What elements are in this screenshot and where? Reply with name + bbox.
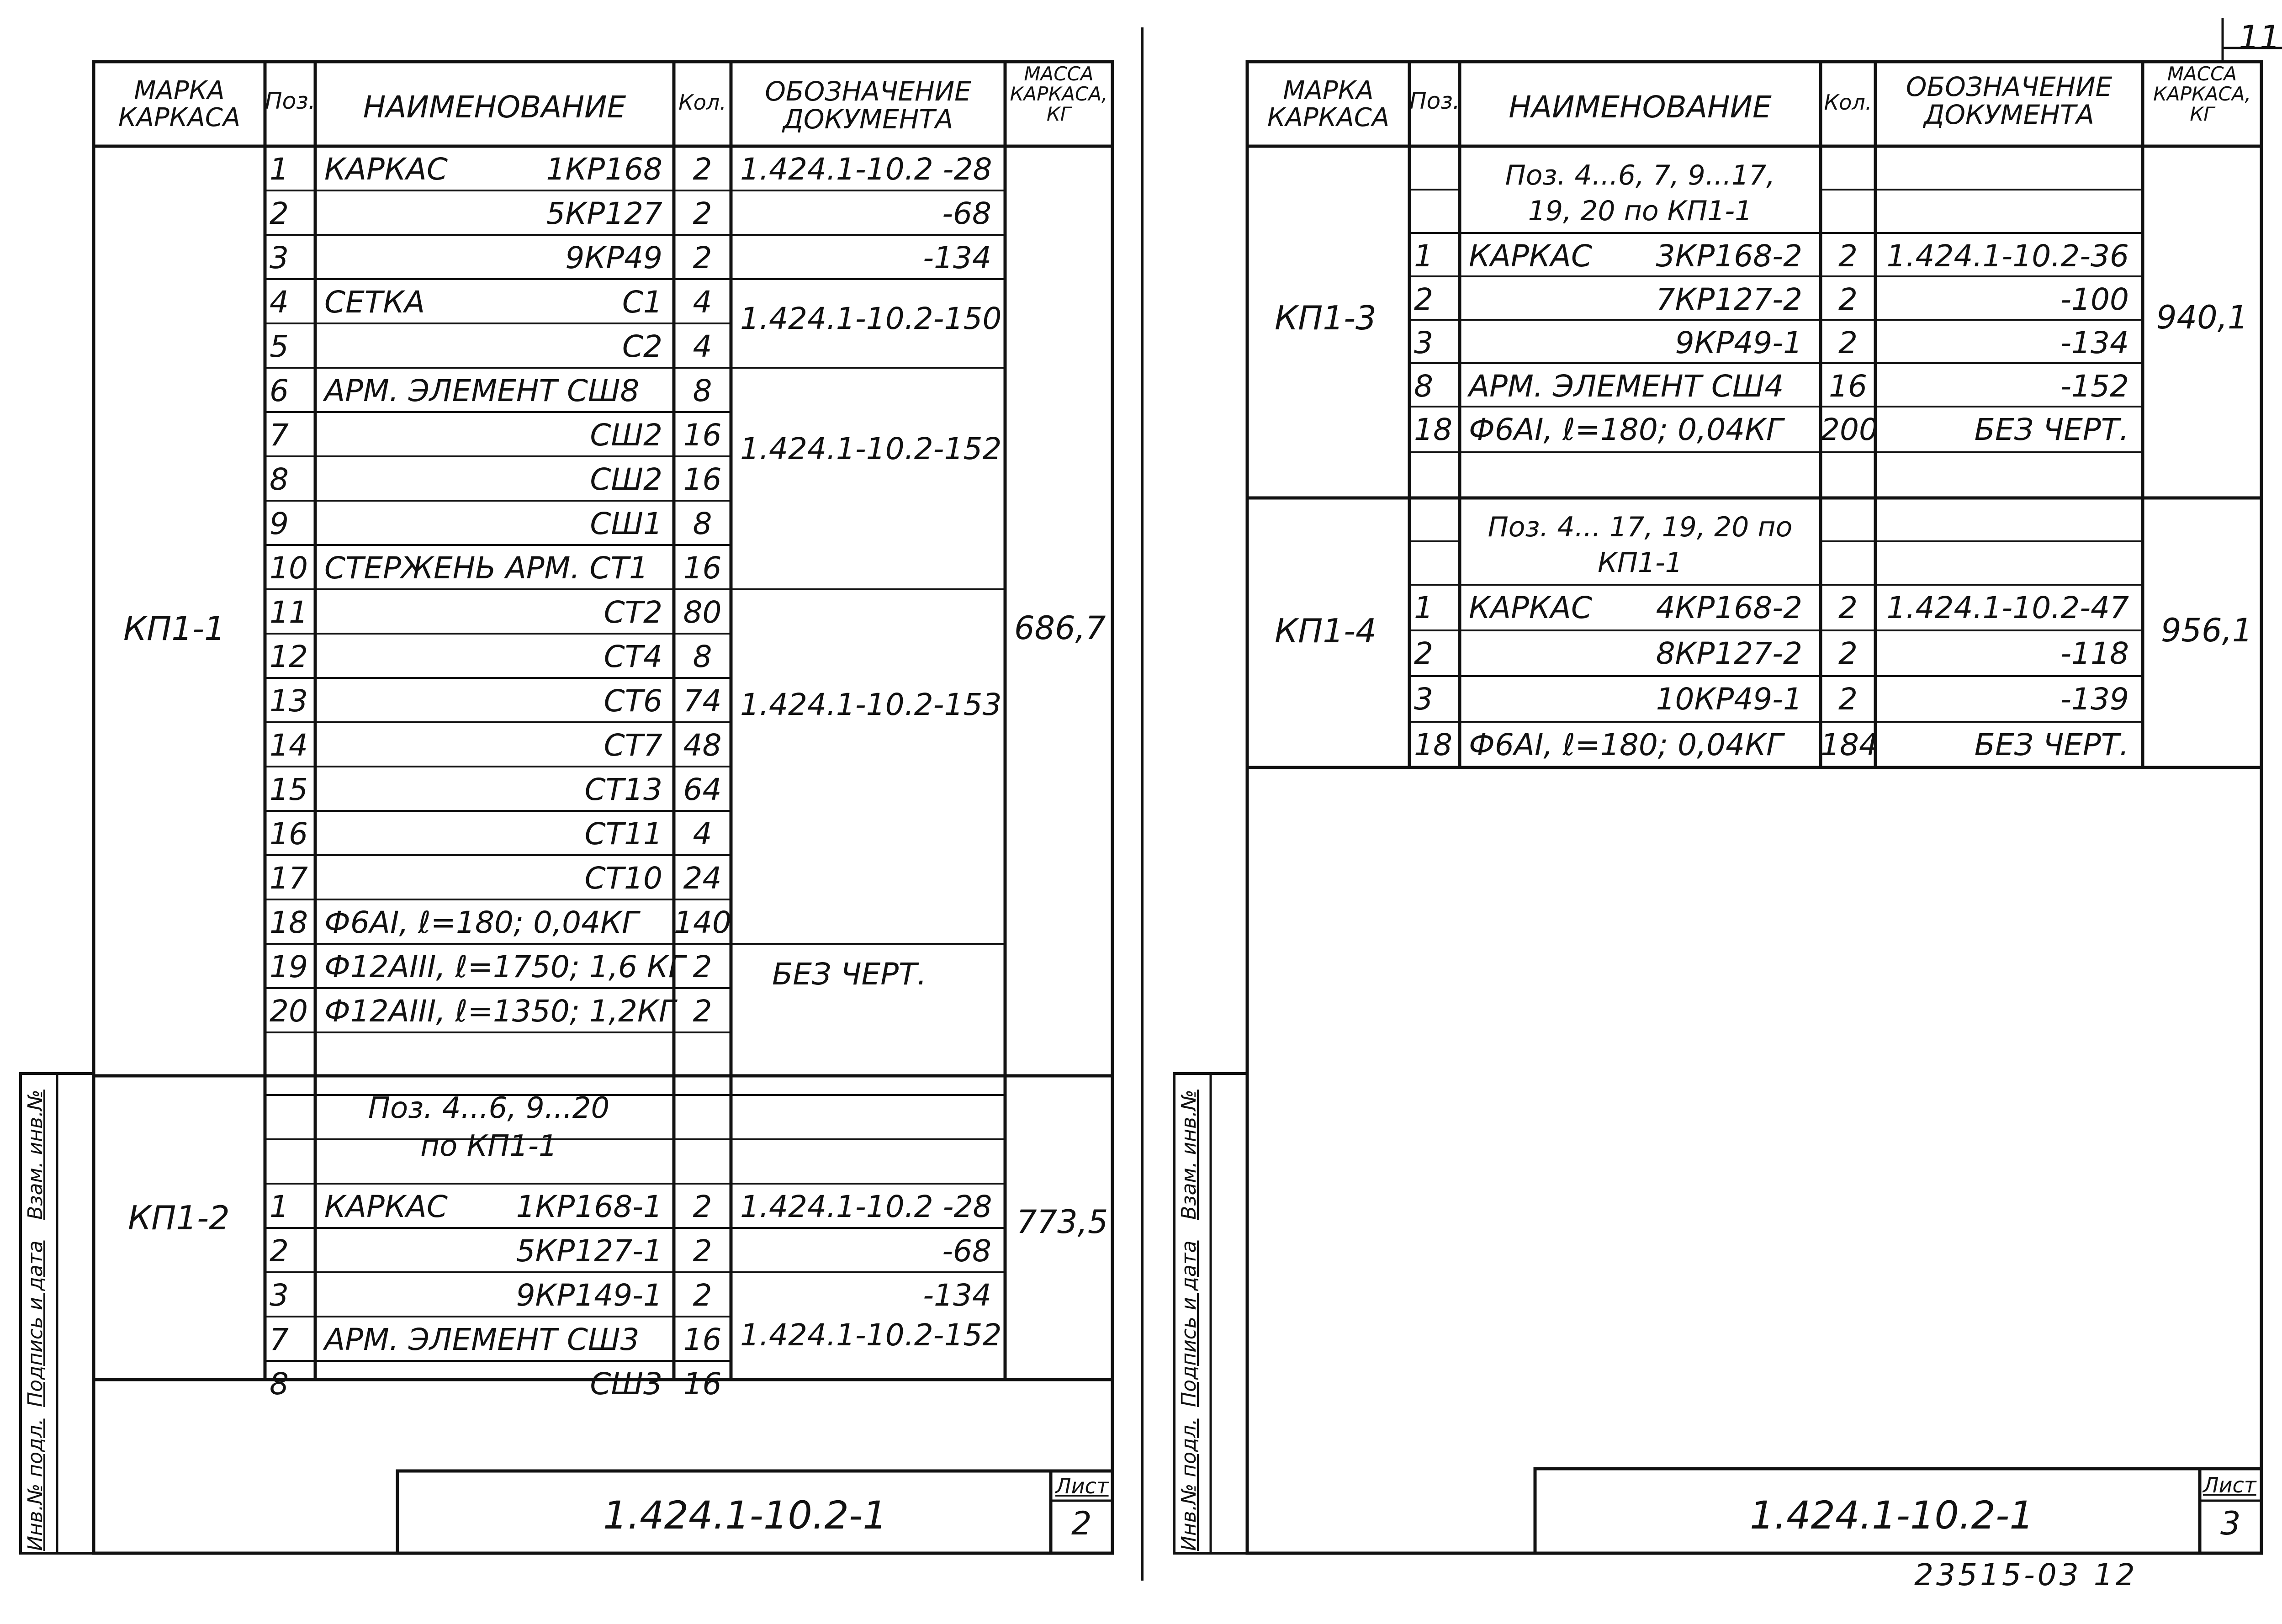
item-quantity: 2: [693, 949, 712, 984]
item-code: 5КР127-1: [516, 1233, 662, 1269]
item-code: 1КР168-1: [516, 1189, 662, 1224]
item-quantity: 2: [1838, 238, 1858, 274]
position-number: 7: [270, 1322, 289, 1357]
header-doc: ОБОЗНАЧЕНИЕ ДОКУМЕНТА: [765, 76, 971, 135]
item-code: СШ2: [590, 418, 662, 453]
list-label: Лист: [2203, 1473, 2256, 1497]
item-code: СТ13: [584, 772, 662, 807]
header-kol: Кол.: [1824, 90, 1872, 115]
header-kol: Кол.: [678, 90, 726, 115]
item-quantity: 80: [683, 595, 722, 630]
item-code: СТ11: [584, 816, 662, 852]
item-code: 4КР168-2: [1656, 590, 1802, 625]
side-label-inv-podl: Инв.№ подл.: [24, 1418, 47, 1551]
item-quantity: 2: [1838, 636, 1858, 671]
position-number: 9: [270, 506, 289, 541]
item-code: 5КР127: [546, 196, 662, 231]
item-name: СЕТКА: [324, 285, 425, 320]
item-code: СТ7: [604, 728, 662, 763]
item-code: 10КР49-1: [1656, 682, 1802, 717]
item-code: 3КР168-2: [1656, 238, 1802, 274]
position-number: 11: [270, 595, 308, 630]
merged-doc: 1.424.1-10.2-152: [740, 431, 1002, 466]
side-label-inv-podl: Инв.№ подл.: [1177, 1418, 1201, 1551]
merged-doc: 1.424.1-10.2-152: [740, 1317, 1002, 1353]
item-code: СТ10: [584, 861, 662, 896]
item-quantity: 16: [683, 1366, 722, 1402]
side-label-vzam: Взам. инв.№: [1177, 1090, 1201, 1220]
position-number: 3: [270, 1278, 289, 1313]
list-number: 2: [1071, 1505, 1092, 1542]
item-document: -152: [2060, 369, 2129, 404]
item-quantity: 2: [1838, 282, 1858, 317]
position-number: 5: [270, 329, 289, 364]
item-code: СШ2: [590, 462, 662, 497]
item-name: КАРКАС: [324, 1189, 448, 1224]
position-number: 7: [270, 418, 289, 453]
item-document: 1.424.1-10.2-47: [1886, 590, 2129, 625]
merged-doc: 1.424.1-10.2-153: [740, 687, 1002, 722]
frame-mark: КП1-3: [1275, 299, 1377, 337]
position-number: 8: [1414, 369, 1433, 404]
item-document: -68: [942, 1233, 991, 1269]
item-name: КАРКАС: [1469, 590, 1592, 625]
item-quantity: 2: [693, 1233, 712, 1269]
archive-code: 23515-03 12: [1914, 1557, 2138, 1592]
item-quantity: 16: [683, 550, 722, 586]
position-number: 1: [270, 1189, 289, 1224]
position-number: 1: [1414, 238, 1433, 274]
item-quantity: 16: [1829, 369, 1867, 404]
position-number: 2: [270, 1233, 289, 1269]
item-code: 9КР49-1: [1675, 325, 1802, 360]
item-document: БЕЗ ЧЕРТ.: [1974, 727, 2129, 762]
header-name: НАИМЕНОВАНИЕ: [363, 90, 626, 125]
item-document: -134: [2060, 325, 2129, 360]
side-label-podpis: Подпись и дата: [1177, 1240, 1201, 1407]
position-number: 3: [1414, 325, 1433, 360]
position-number: 16: [270, 816, 308, 852]
item-code: 9КР149-1: [516, 1278, 662, 1313]
list-number: 3: [2220, 1505, 2241, 1542]
item-quantity: 2: [1838, 325, 1858, 360]
position-number: 14: [270, 728, 308, 763]
stamp-code: 1.424.1-10.2-1: [1750, 1493, 2034, 1538]
frame-mark: КП1-1: [123, 609, 225, 648]
item-name: Ф6АI, ℓ=180; 0,04КГ: [324, 905, 639, 940]
frame-mass: 940,1: [2156, 299, 2248, 336]
item-name: КАРКАС: [1469, 238, 1592, 274]
item-document: -134: [923, 240, 991, 275]
item-document: 1.424.1-10.2-36: [1886, 238, 2129, 274]
item-quantity: 8: [693, 373, 712, 408]
item-quantity: 4: [693, 285, 712, 320]
item-quantity: 2: [693, 240, 712, 275]
item-document: -118: [2060, 636, 2129, 671]
item-quantity: 8: [693, 506, 712, 541]
header-mass: МАССА КАРКАСА, КГ: [2153, 63, 2251, 126]
item-document: -68: [942, 196, 991, 231]
item-name: КАРКАС: [324, 152, 448, 187]
position-number: 8: [270, 462, 289, 497]
item-quantity: 2: [693, 1189, 712, 1224]
item-quantity: 74: [683, 683, 722, 719]
item-quantity: 16: [683, 462, 722, 497]
side-label-vzam: Взам. инв.№: [24, 1090, 47, 1220]
list-label: Лист: [1055, 1474, 1109, 1498]
header-mass: МАССА КАРКАСА, КГ: [1010, 63, 1108, 126]
item-code: СТ6: [604, 683, 662, 719]
item-code: СШ1: [590, 506, 662, 541]
reference-note: Поз. 4...6, 9...20 по КП1-1: [368, 1091, 610, 1164]
position-number: 10: [270, 550, 308, 586]
position-number: 13: [270, 683, 308, 719]
item-code: С2: [622, 329, 662, 364]
position-number: 19: [270, 949, 308, 984]
position-number: 2: [1414, 282, 1433, 317]
position-number: 20: [270, 994, 308, 1029]
header-name: НАИМЕНОВАНИЕ: [1509, 90, 1772, 125]
header-doc: ОБОЗНАЧЕНИЕ ДОКУМЕНТА: [1906, 71, 2113, 130]
position-number: 3: [270, 240, 289, 275]
position-number: 18: [270, 905, 308, 940]
header-poz: Поз.: [1409, 88, 1460, 114]
item-code: 7КР127-2: [1656, 282, 1802, 317]
item-code: СТ4: [604, 639, 662, 674]
position-number: 3: [1414, 682, 1433, 717]
position-number: 2: [1414, 636, 1433, 671]
position-number: 1: [270, 152, 289, 187]
item-quantity: 2: [693, 152, 712, 187]
item-name: Ф12АIII, ℓ=1750; 1,6 КГ: [324, 949, 685, 984]
merged-doc: 1.424.1-10.2-150: [740, 301, 1002, 336]
item-quantity: 4: [693, 816, 712, 852]
header-poz: Поз.: [265, 88, 316, 114]
frame-mark: КП1-4: [1275, 612, 1377, 650]
header-marka: МАРКА КАРКАСА: [118, 76, 241, 132]
item-name: АРМ. ЭЛЕМЕНТ СШ3: [324, 1322, 640, 1357]
position-number: 18: [1414, 727, 1452, 762]
item-quantity: 200: [1821, 412, 1878, 447]
item-name: АРМ. ЭЛЕМЕНТ СШ4: [1469, 369, 1784, 404]
stamp-code: 1.424.1-10.2-1: [603, 1493, 887, 1538]
item-name: Ф6АI, ℓ=180; 0,04КГ: [1469, 412, 1783, 447]
side-label-podpis: Подпись и дата: [24, 1240, 47, 1407]
item-document: БЕЗ ЧЕРТ.: [1974, 412, 2129, 447]
position-number: 1: [1414, 590, 1433, 625]
frame-mass: 686,7: [1014, 609, 1106, 647]
position-number: 17: [270, 861, 308, 896]
item-quantity: 16: [683, 418, 722, 453]
item-code: 8КР127-2: [1656, 636, 1802, 671]
item-quantity: 4: [693, 329, 712, 364]
position-number: 12: [270, 639, 308, 674]
position-number: 6: [270, 373, 289, 408]
item-code: СТ2: [604, 595, 662, 630]
position-number: 8: [270, 1366, 289, 1402]
item-quantity: 2: [693, 1278, 712, 1313]
item-name: Ф6АI, ℓ=180; 0,04КГ: [1469, 727, 1783, 762]
item-document: 1.424.1-10.2 -28: [740, 152, 992, 187]
frame-mass: 956,1: [2161, 612, 2253, 649]
item-quantity: 140: [674, 905, 731, 940]
reference-note: Поз. 4... 17, 19, 20 по КП1-1: [1488, 511, 1793, 579]
item-quantity: 184: [1821, 727, 1878, 762]
item-name: Ф12АIII, ℓ=1350; 1,2КГ: [324, 994, 676, 1029]
item-quantity: 2: [1838, 682, 1858, 717]
item-document: -139: [2060, 682, 2129, 717]
item-document: -134: [923, 1278, 991, 1313]
item-document: -100: [2060, 282, 2129, 317]
page-corner-number: 11: [2239, 18, 2281, 57]
item-quantity: 2: [1838, 590, 1858, 625]
item-name: СТЕРЖЕНЬ АРМ. СТ1: [324, 550, 648, 586]
item-quantity: 24: [683, 861, 722, 896]
item-code: С1: [622, 285, 662, 320]
position-number: 15: [270, 772, 308, 807]
frame-mark: КП1-2: [128, 1199, 230, 1237]
item-code: 9КР49: [565, 240, 662, 275]
item-quantity: 16: [683, 1322, 722, 1357]
item-code: СШ3: [590, 1366, 662, 1402]
item-quantity: 2: [693, 994, 712, 1029]
item-quantity: 64: [683, 772, 722, 807]
frame-mass: 773,5: [1017, 1203, 1108, 1241]
position-number: 18: [1414, 412, 1452, 447]
item-quantity: 8: [693, 639, 712, 674]
position-number: 4: [270, 285, 289, 320]
item-code: 1КР168: [546, 152, 662, 187]
merged-doc: БЕЗ ЧЕРТ.: [772, 957, 927, 992]
item-quantity: 2: [693, 196, 712, 231]
header-marka: МАРКА КАРКАСА: [1267, 76, 1390, 132]
item-document: 1.424.1-10.2 -28: [740, 1189, 992, 1224]
item-name: АРМ. ЭЛЕМЕНТ СШ8: [324, 373, 640, 408]
reference-note: Поз. 4...6, 7, 9...17, 19, 20 по КП1-1: [1505, 159, 1775, 227]
position-number: 2: [270, 196, 289, 231]
item-quantity: 48: [683, 728, 722, 763]
